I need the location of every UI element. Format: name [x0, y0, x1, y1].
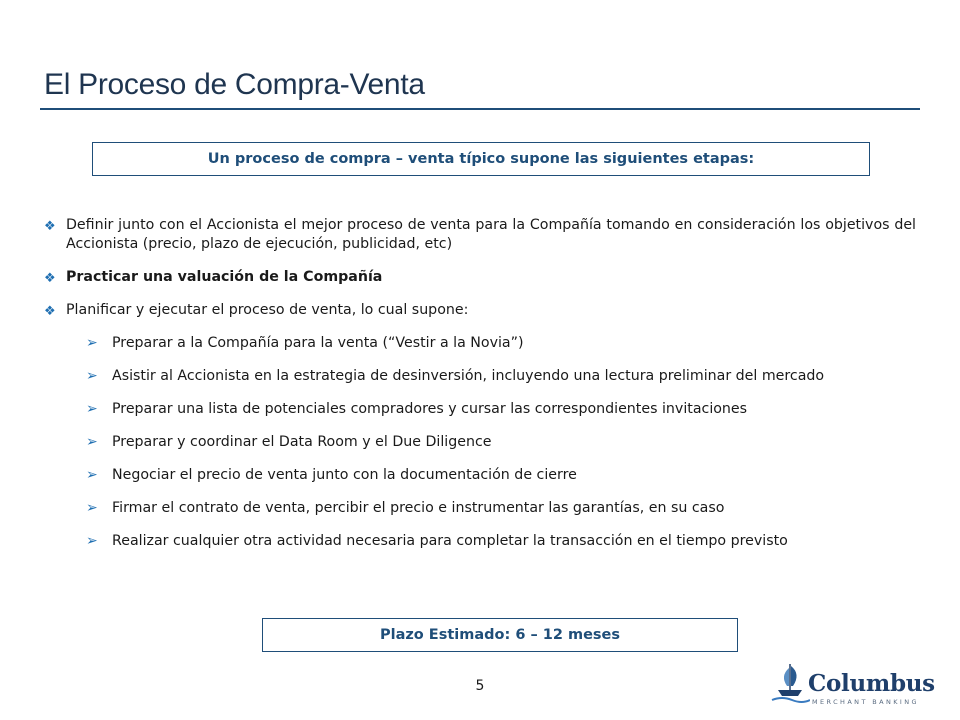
logo-tagline: MERCHANT BANKING	[812, 698, 919, 706]
sub-bullet-item	[86, 433, 916, 452]
bullet-text: Practicar una valuación de la Compañía	[66, 269, 383, 285]
arrow-bullet-icon: ➢	[86, 335, 98, 351]
bullet-text: Planificar y ejecutar el proceso de venta, lo cual supone:	[66, 302, 469, 318]
sub-bullet-text: Firmar el contrato de venta, percibir el precio e instrumentar las garantías, en su caso	[112, 500, 725, 516]
logo-name: Columbus	[808, 670, 935, 697]
intro-box: Un proceso de compra – venta típico supone las siguientes etapas:	[92, 142, 870, 176]
sub-bullet-item	[86, 466, 916, 485]
title-divider	[40, 108, 920, 110]
page-number: 5	[475, 678, 485, 694]
estimated-term-box: Plazo Estimado: 6 – 12 meses	[262, 618, 738, 652]
diamond-bullet-icon: ❖	[44, 304, 56, 319]
sub-bullet-text: Preparar una lista de potenciales compradores y cursar las correspondientes invitaciones	[112, 401, 748, 417]
diamond-bullet-icon: ❖	[44, 271, 56, 286]
sub-bullet-item	[86, 400, 916, 419]
arrow-bullet-icon: ➢	[86, 368, 98, 384]
arrow-bullet-icon: ➢	[86, 500, 98, 516]
bullet-item	[44, 216, 916, 254]
content-list	[44, 216, 916, 565]
sub-bullet-text: Asistir al Accionista en la estrategia de desinversión, incluyendo una lectura preliminar del mercado	[112, 368, 825, 384]
bullet-item	[44, 301, 916, 320]
company-logo	[770, 660, 935, 710]
sub-bullet-item	[86, 499, 916, 518]
sub-bullet-text: Preparar y coordinar el Data Room y el Due Diligence	[112, 434, 492, 450]
page-title: El Proceso de Compra-Venta	[44, 68, 425, 101]
arrow-bullet-icon: ➢	[86, 533, 98, 549]
arrow-bullet-icon: ➢	[86, 401, 98, 417]
sub-bullet-item	[86, 334, 916, 353]
diamond-bullet-icon: ❖	[44, 219, 56, 234]
bullet-item	[44, 268, 916, 287]
ship-icon	[770, 660, 810, 706]
bullet-text: Definir junto con el Accionista el mejor proceso de venta para la Compañía tomando en consideración los objetivos del Accionista (precio, plazo de ejecución, publicidad, etc)	[66, 217, 916, 252]
sub-bullet-item	[86, 367, 916, 386]
arrow-bullet-icon: ➢	[86, 434, 98, 450]
sub-bullet-text: Negociar el precio de venta junto con la documentación de cierre	[112, 467, 577, 483]
sub-bullet-text: Realizar cualquier otra actividad necesaria para completar la transacción en el tiempo previsto	[112, 533, 788, 549]
sub-bullet-text: Preparar a la Compañía para la venta (“Vestir a la Novia”)	[112, 335, 524, 351]
sub-bullet-item	[86, 532, 916, 551]
arrow-bullet-icon: ➢	[86, 467, 98, 483]
